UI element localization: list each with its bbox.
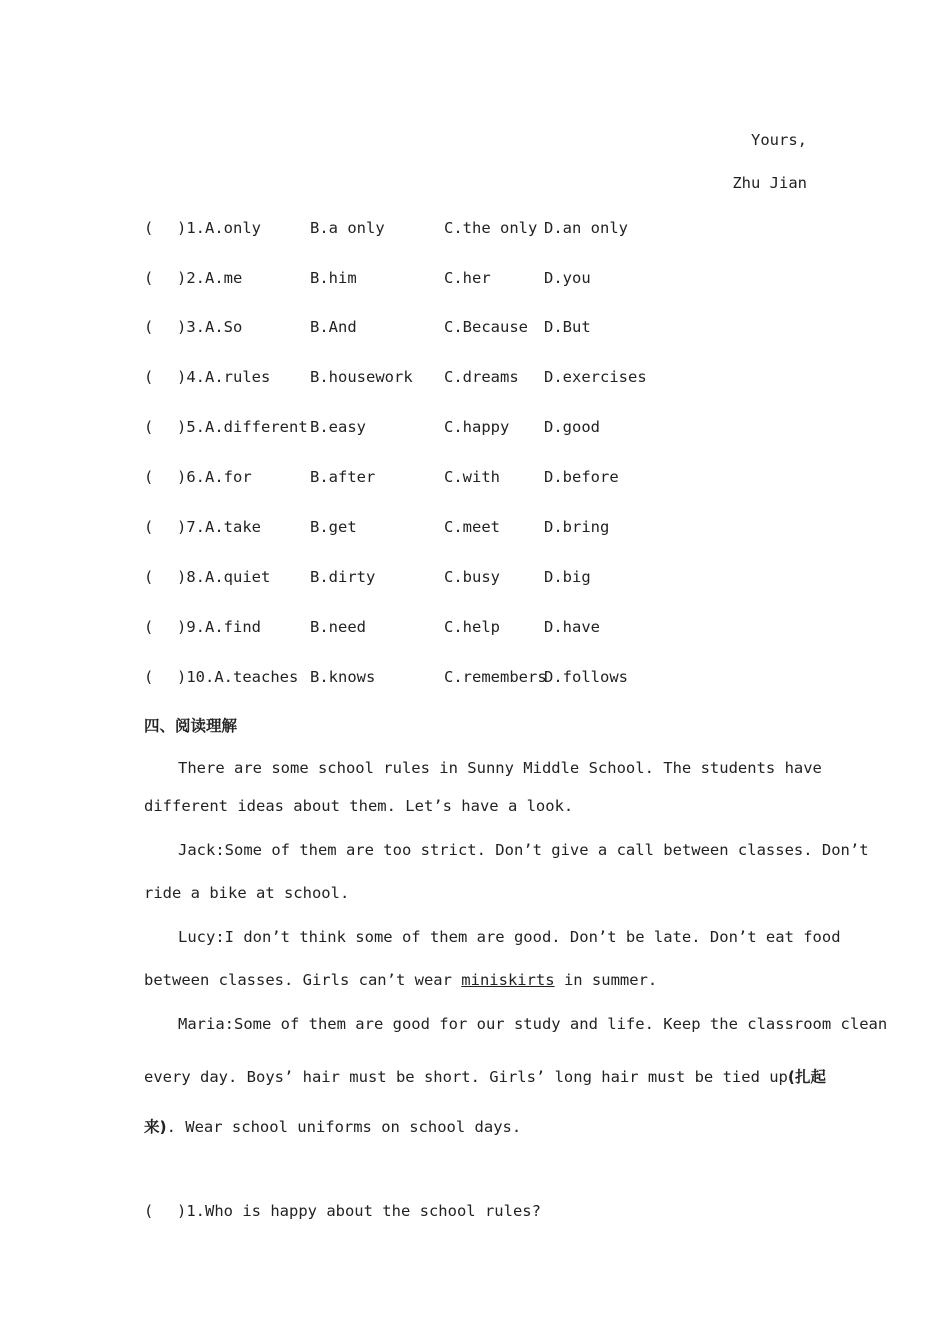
maria-line-3: 来). Wear school uniforms on school days. — [144, 1118, 522, 1136]
maria-line-1: Maria:Some of them are good for our study and life. Keep the classroom clean — [178, 1015, 888, 1033]
answer-paren: ( — [144, 618, 154, 636]
option-d: D.good — [544, 418, 600, 436]
option-a: )9.A.find — [177, 618, 261, 636]
option-b: B.get — [310, 518, 357, 536]
option-b: B.a only — [310, 219, 385, 237]
option-d: D.you — [544, 269, 591, 287]
answer-paren: ( — [144, 568, 154, 586]
question-text: )1.Who is happy about the school rules? — [177, 1202, 541, 1220]
option-a: )6.A.for — [177, 468, 252, 486]
option-d: D.have — [544, 618, 600, 636]
answer-paren: ( — [144, 1202, 154, 1220]
option-d: D.bring — [544, 518, 610, 536]
option-a: )10.A.teaches — [177, 668, 299, 686]
option-c: C.Because — [444, 318, 528, 336]
option-b: B.knows — [310, 668, 376, 686]
intro-line-2: different ideas about them. Let’s have a look. — [144, 797, 574, 815]
option-d: D.big — [544, 568, 591, 586]
maria-line-2: every day. Boys’ hair must be short. Girls’ long hair must be tied up(扎起 — [144, 1068, 826, 1086]
option-b: B.easy — [310, 418, 366, 436]
option-a: )8.A.quiet — [177, 568, 271, 586]
option-b: B.And — [310, 318, 357, 336]
option-a: )4.A.rules — [177, 368, 271, 386]
option-b: B.dirty — [310, 568, 376, 586]
section-title: 四、阅读理解 — [144, 717, 238, 735]
option-d: D.exercises — [544, 368, 647, 386]
option-d: D.before — [544, 468, 619, 486]
jack-line-2: ride a bike at school. — [144, 884, 350, 902]
intro-line-1: There are some school rules in Sunny Middle School. The students have — [178, 759, 822, 777]
answer-paren: ( — [144, 318, 154, 336]
option-c: C.help — [444, 618, 500, 636]
option-c: C.the only — [444, 219, 538, 237]
answer-paren: ( — [144, 468, 154, 486]
answer-paren: ( — [144, 668, 154, 686]
option-b: B.need — [310, 618, 366, 636]
answer-paren: ( — [144, 418, 154, 436]
lucy-line-2: between classes. Girls can’t wear miniskirts in summer. — [144, 971, 658, 989]
option-d: D.But — [544, 318, 591, 336]
letter-signature: Zhu Jian — [732, 174, 807, 192]
answer-paren: ( — [144, 269, 154, 287]
option-b: B.after — [310, 468, 376, 486]
option-c: C.busy — [444, 568, 500, 586]
option-c: C.dreams — [444, 368, 519, 386]
underlined-word: miniskirts — [461, 971, 555, 989]
option-a: )2.A.me — [177, 269, 243, 287]
option-a: )1.A.only — [177, 219, 261, 237]
option-c: C.happy — [444, 418, 510, 436]
answer-paren: ( — [144, 219, 154, 237]
answer-paren: ( — [144, 368, 154, 386]
option-c: C.with — [444, 468, 500, 486]
option-d: D.an only — [544, 219, 628, 237]
option-d: D.follows — [544, 668, 628, 686]
option-a: )5.A.different — [177, 418, 308, 436]
lucy-line-1: Lucy:I don’t think some of them are good. Don’t be late. Don’t eat food — [178, 928, 841, 946]
option-c: C.her — [444, 269, 491, 287]
option-b: B.him — [310, 269, 357, 287]
option-b: B.housework — [310, 368, 413, 386]
letter-salutation: Yours, — [751, 131, 807, 149]
option-a: )7.A.take — [177, 518, 261, 536]
option-a: )3.A.So — [177, 318, 243, 336]
answer-paren: ( — [144, 518, 154, 536]
option-c: C.meet — [444, 518, 500, 536]
jack-line-1: Jack:Some of them are too strict. Don’t give a call between classes. Don’t — [178, 841, 869, 859]
option-c: C.remembers — [444, 668, 547, 686]
